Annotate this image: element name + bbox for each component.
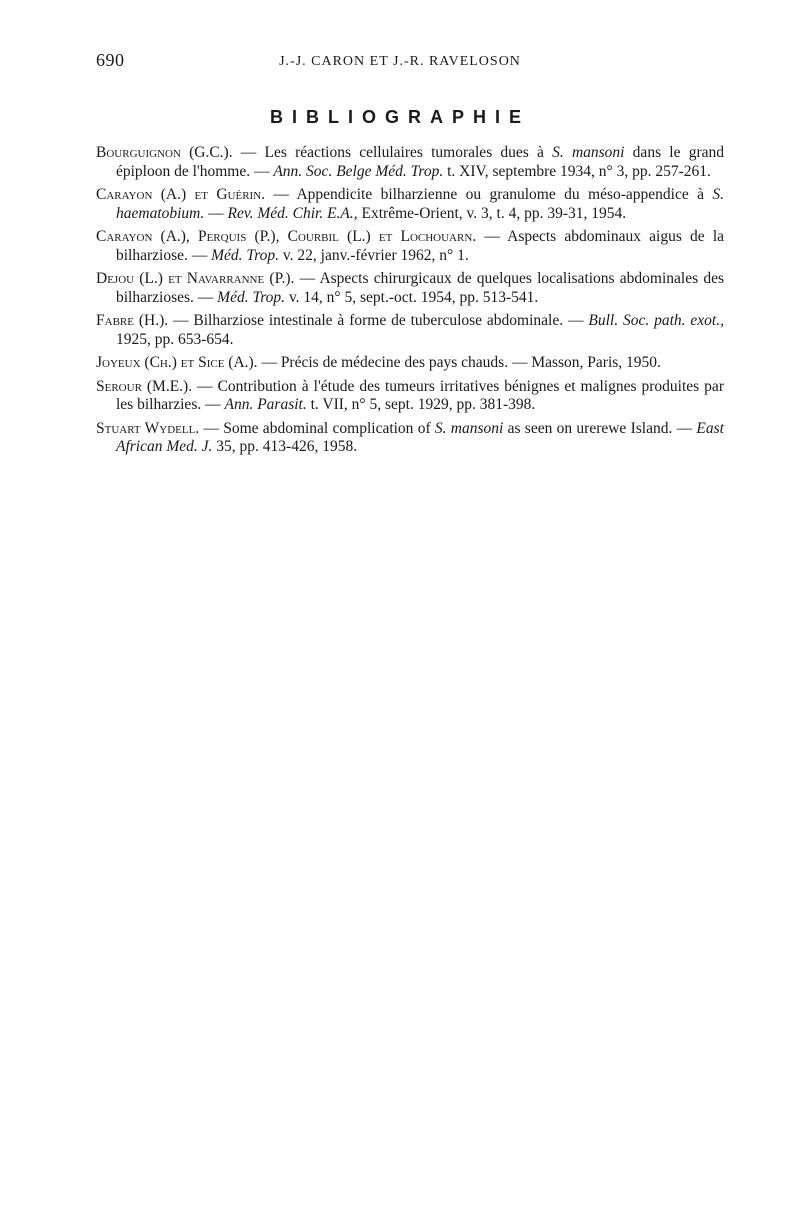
reference-item [96,354,724,373]
reference-species: S. mansoni [434,419,504,437]
reference-item [96,270,724,307]
reference-text-continued: — [204,204,228,222]
reference-text: — Appendicite bilharzienne ou granulome du méso-appendice à [265,186,713,203]
reference-journal: Bull. Soc. path. exot., [588,312,724,329]
reference-list [96,144,724,462]
reference-item [96,186,724,223]
reference-authors: Carayon (A.), Perquis (P.), Courbil (L.) et Lochouarn. [96,228,477,245]
reference-text: — Bilharziose intestinale à forme de tuberculose abdominale. — [168,312,589,329]
section-title: BIBLIOGRAPHIE [269,107,530,127]
reference-item [96,378,724,415]
reference-authors: Dejou (L.) et Navarranne (P.). [96,270,295,287]
reference-journal: Rev. Méd. Chir. E.A., [227,204,358,222]
reference-text: — Contribution à l'étude des tumeurs irritatives bénignes et malignes produites par les bilharzies. — [116,377,724,413]
reference-authors: Fabre (H.). [96,312,169,329]
reference-details: Extrême-Orient, v. 3, t. 4, pp. 39-31, 1954. [357,204,627,222]
reference-species: S. mansoni [552,144,625,161]
reference-journal: Méd. Trop. [211,246,280,264]
reference-details: v. 14, n° 5, sept.-oct. 1954, pp. 513-541. [285,288,539,306]
reference-text: — Aspects abdominaux aigus de la bilharziose. — [116,228,725,264]
reference-journal: Ann. Soc. Belge Méd. Trop. [273,162,444,180]
reference-item [96,312,724,349]
reference-text: — Les réactions cellulaires tumorales dues à [232,144,553,161]
reference-text: — Some abdominal complication of [199,419,435,437]
reference-journal: Ann. Parasit. [224,396,307,413]
reference-authors: Joyeux (Ch.) et Sice (A.). [96,354,258,371]
reference-text-continued: as seen on urerewe Island. — [503,419,697,437]
reference-authors: Bourguignon (G.C.). [96,144,233,161]
reference-text-continued: dans le grand épiploon de l'homme. — [116,144,724,180]
reference-authors: Carayon (A.) et Guérin. [96,186,266,203]
reference-item [96,228,724,265]
reference-details: 35, pp. 413-426, 1958. [212,438,358,455]
reference-details: 1925, pp. 653-654. [116,330,234,348]
reference-journal: Méd. Trop. [217,288,286,306]
reference-details: t. XIV, septembre 1934, n° 3, pp. 257-261. [443,162,711,180]
reference-item [96,420,724,457]
reference-authors: Stuart Wydell. [96,419,200,437]
reference-details: t. VII, n° 5, sept. 1929, pp. 381-398. [306,396,536,413]
reference-details: v. 22, janv.-février 1962, n° 1. [279,246,469,264]
reference-text: — Précis de médecine des pays chauds. — Masson, Paris, 1950. [257,354,661,371]
reference-item [96,144,724,181]
running-head: J.-J. CARON ET J.-R. RAVELOSON [279,54,521,69]
reference-journal: East African Med. J. [116,419,724,455]
reference-text: — Aspects chirurgicaux de quelques localisations abdominales des bilharzioses. — [116,270,724,306]
reference-authors: Serour (M.E.). [96,377,193,395]
page-number: 690 [96,50,125,70]
reference-species: S. haematobium. [116,186,724,222]
